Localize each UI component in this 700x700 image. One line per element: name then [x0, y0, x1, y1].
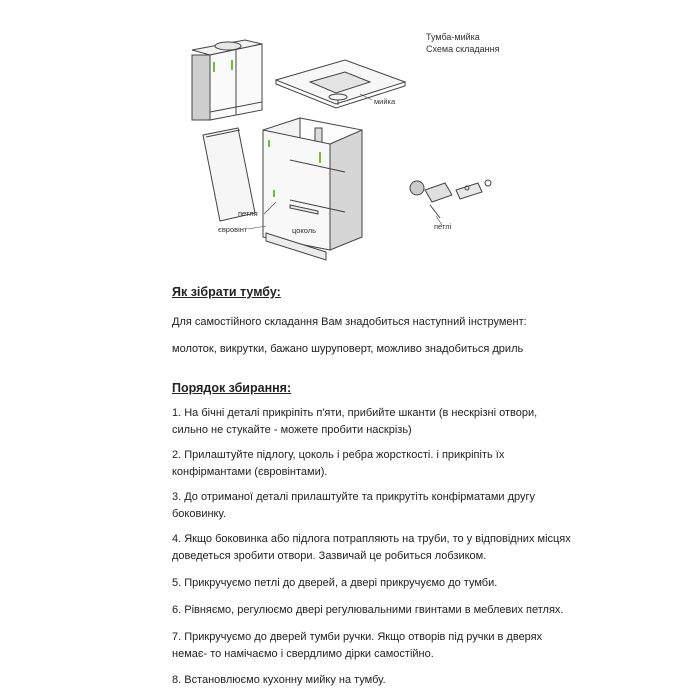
- side-panel-drawing: [203, 128, 255, 221]
- label-sink: мийка: [374, 97, 396, 106]
- step-line: 4. Якщо боковинка або підлога потрапляють на труби, то у відповідних місцях: [172, 533, 571, 545]
- tools-intro: Для самостійного складання Вам знадобиться наступний інструмент:: [172, 316, 527, 328]
- diagram-title: [426, 31, 499, 55]
- label-hinge: петля: [238, 209, 258, 218]
- label-hinges: петлі: [434, 222, 452, 231]
- step-line: 6. Рівняємо, регулюємо двері регулювальними гвинтами в меблевих петлях.: [172, 604, 564, 616]
- step-line: конфірмантами (євровінтами).: [172, 466, 328, 478]
- step-1: [172, 405, 572, 439]
- step-line: 1. На бічні деталі прикріпіть п'яти, прибийте шканти (в нескрізні отвори,: [172, 407, 538, 419]
- step-line: 5. Прикручуємо петлі до дверей, а двері прикручуємо до тумби.: [172, 577, 498, 589]
- step-6: [172, 602, 572, 619]
- label-plinth: цоколь: [292, 226, 317, 235]
- assembled-cabinet-drawing: [192, 40, 262, 120]
- diagram-title-line2: Схема складання: [426, 44, 500, 54]
- step-line: 7. Прикручуємо до дверей тумби ручки. Якщо отворів під ручки в дверях: [172, 631, 543, 643]
- assembly-diagram: [0, 0, 700, 280]
- diagram-title-line1: Тумба-мийка: [426, 32, 480, 42]
- hinge-hardware-drawing: [410, 180, 491, 218]
- step-4: [172, 531, 572, 565]
- step-line: доведеться зробити отвори. Зазвичай це робиться лобзиком.: [172, 550, 487, 562]
- step-2: [172, 447, 572, 481]
- step-line: 2. Прилаштуйте підлогу, цоколь і ребра жорсткості. і прикріпіть їх: [172, 449, 505, 461]
- step-line: боковинку.: [172, 508, 226, 520]
- step-line: сильно не стукайте - можете пробити наскрізь): [172, 424, 412, 436]
- heading-how-to-assemble: Як зібрати тумбу:: [172, 285, 281, 299]
- tools-list: молоток, викрутки, бажано шуруповерт, можливо знадобиться дриль: [172, 343, 524, 355]
- step-line: 8. Встановлюємо кухонну мийку на тумбу.: [172, 674, 386, 686]
- heading-assembly-order: Порядок збирання:: [172, 381, 292, 395]
- label-eurobolt: євровінт: [218, 225, 248, 234]
- step-7: [172, 629, 572, 663]
- step-line: немає- то намічаємо і свердлимо дірки самостійно.: [172, 648, 434, 660]
- assembly-diagram-drawing: [0, 0, 700, 280]
- instructions: [172, 284, 572, 689]
- step-3: [172, 489, 572, 523]
- step-5: [172, 575, 572, 592]
- step-8: [172, 672, 572, 689]
- step-line: 3. До отриманої деталі прилаштуйте та прикрутіть конфірматами другу: [172, 491, 536, 503]
